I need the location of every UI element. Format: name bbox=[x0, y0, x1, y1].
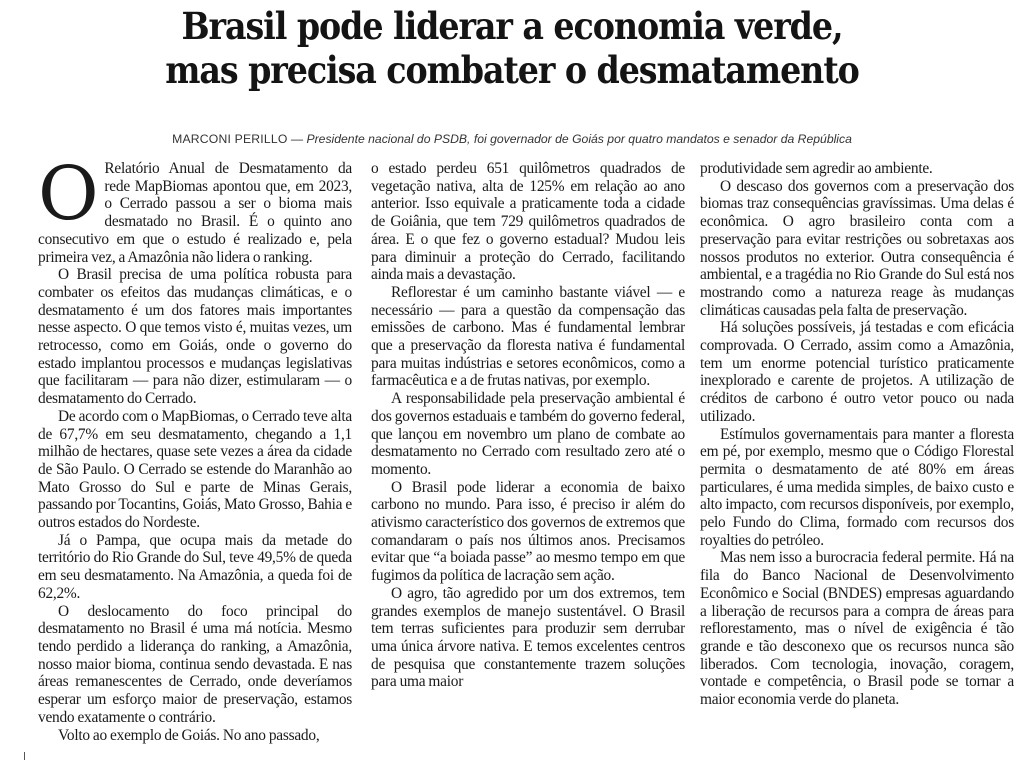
article-paragraph: Estímulos governamentais para manter a floresta em pé, por exemplo, mesmo que o Código Florestal permita o desmatamento de até 80% em áreas particulares, é uma medida simples, de baixo custo e alto impacto, com recursos disponíveis, por exemplo, pelo Fundo do Clima, formado com recursos dos royalties do petróleo. bbox=[700, 425, 1014, 549]
article-paragraph: O agro, tão agredido por um dos extremos, tem grandes exemplos de manejo sustentável. O Brasil tem terras suficientes para produzir sem derrubar uma única árvore nativa. E temos excelentes centros de pesquisa que constantemente trazem soluções para uma maior bbox=[371, 584, 685, 691]
article-paragraph: Já o Pampa, que ocupa mais da metade do território do Rio Grande do Sul, teve 49,5% de queda em seu desmatamento. Na Amazônia, a queda foi de 62,2%. bbox=[38, 531, 352, 602]
article-paragraph: produtividade sem agredir ao ambiente. bbox=[700, 160, 933, 177]
article-column-1 bbox=[38, 160, 352, 757]
article-paragraph: Mas nem isso a burocracia federal permite. Há na fila do Banco Nacional de Desenvolvimento Econômico e Social (BNDES) empresas aguardando a liberação de recursos para a compra de áreas para reflorestamento, mas o nível de exigência é tão grande e tão desconexo que os recursos nunca são liberados. Com tecnologia, inovação, coragem, vontade e competência, o Brasil pode se tornar a maior economia verde do planeta. bbox=[700, 549, 1014, 709]
article-paragraph: O descaso dos governos com a preservação dos biomas traz consequências gravíssimas. Uma delas é econômica. O agro brasileiro conta com a preservação para evitar restrições ou sobretaxas aos nossos produtos no exterior. Outra consequência é ambiental, e a tragédia no Rio Grande do Sul está nos mostrando como a natureza reage às mudanças climáticas causadas pela falta de preservação. bbox=[700, 177, 1014, 319]
article-paragraph: O deslocamento do foco principal do desmatamento no Brasil é uma má notícia. Mesmo tendo perdido a liderança do ranking, a Amazônia, nosso maior bioma, continua sendo devastada. E nas áreas remanescentes de Cerrado, onde deveríamos esperar um esforço maior de preservação, estamos vendo exatamente o contrário. bbox=[38, 602, 352, 726]
article-column-3 bbox=[700, 160, 1014, 757]
drop-cap: O bbox=[38, 160, 99, 237]
paragraph-text: Relatório Anual de Desmatamento da rede MapBiomas apontou que, em 2023, o Cerrado passou a ser o bioma mais desmatado no Brasil. É o quinto ano consecutivo em que o estudo é realizado e, pela primeira vez, a Amazônia não lidera o ranking. bbox=[38, 160, 352, 266]
author-name: MARCONI PERILLO bbox=[172, 132, 288, 146]
article-paragraph: A responsabilidade pela preservação ambiental é dos governos estaduais e também do governo federal, que lançou em novembro um plano de combate ao desmatamento no Cerrado com resultado zero até o momento. bbox=[371, 390, 685, 478]
headline bbox=[51, 4, 973, 92]
article-paragraph: Volto ao exemplo de Goiás. No ano passado, bbox=[58, 726, 320, 744]
article-paragraph: o estado perdeu 651 quilômetros quadrados de vegetação nativa, alta de 125% em relação ao ano anterior. Isso equivale a praticamente toda a cidade de Goiânia, que tem 729 quilômetros quadrados de área. E o que fez o governo estadual? Mudou leis para diminuir a proteção do Cerrado, facilitando ainda mais a devastação. bbox=[371, 160, 685, 284]
byline-separator: — bbox=[287, 132, 307, 146]
article-paragraph: Há soluções possíveis, já testadas e com eficácia comprovada. O Cerrado, assim como a Amazônia, tem um enorme potencial turístico praticamente inexplorado e carente de projetos. A utilização de créditos de carbono é outro vetor pouco ou nada utilizado. bbox=[700, 319, 1014, 425]
author-role: Presidente nacional do PSDB, foi governador de Goiás por quatro mandatos e senador da República bbox=[306, 132, 852, 146]
article-paragraph: De acordo com o MapBiomas, o Cerrado teve alta de 67,7% em seu desmatamento, chegando a 1,1 milhão de hectares, quase sete vezes a área da cidade de São Paulo. O Cerrado se estende do Maranhão ao Mato Grosso do Sul e parte de Minas Gerais, passando por Tocantins, Goiás, Mato Grosso, Bahia e outros estados do Nordeste. bbox=[38, 407, 352, 532]
article-paragraph: O Brasil precisa de uma política robusta para combater os efeitos das mudanças climáticas, e o desmatamento é um dos fatores mais importantes nesse aspecto. O que temos visto é, muitas vezes, um retrocesso, como em Goiás, onde o governo do estado implantou processos e mudanças legislativas que facilitaram — para não dizer, estimularam — o desmatamento do Cerrado. bbox=[38, 266, 352, 408]
headline-line-2: mas precisa combater o desmatamento bbox=[165, 48, 859, 92]
article-body bbox=[38, 160, 1014, 757]
article-paragraph: Reflorestar é um caminho bastante viável — e necessário — para a questão da compensação das emissões de carbono. Mas é fundamental lembrar que a preservação da floresta nativa é fundamental para muitas indústrias e setores econômicos, como a farmacêutica e a de frutas nativas, por exemplo. bbox=[371, 283, 685, 390]
article-paragraph: O Brasil pode liderar a economia de baixo carbono no mundo. Para isso, é preciso ir além do ativismo característico dos governos de extremos que comandaram o país nos últimos anos. Precisamos evitar que “a boiada passe” ao mesmo tempo em que fugimos da política de lacração sem ação. bbox=[371, 478, 685, 585]
byline bbox=[0, 132, 1024, 146]
article-column-2 bbox=[371, 160, 685, 757]
article-paragraph bbox=[38, 160, 352, 266]
headline-line-1: Brasil pode liderar a economia verde, bbox=[181, 4, 843, 48]
crop-mark bbox=[24, 752, 25, 760]
